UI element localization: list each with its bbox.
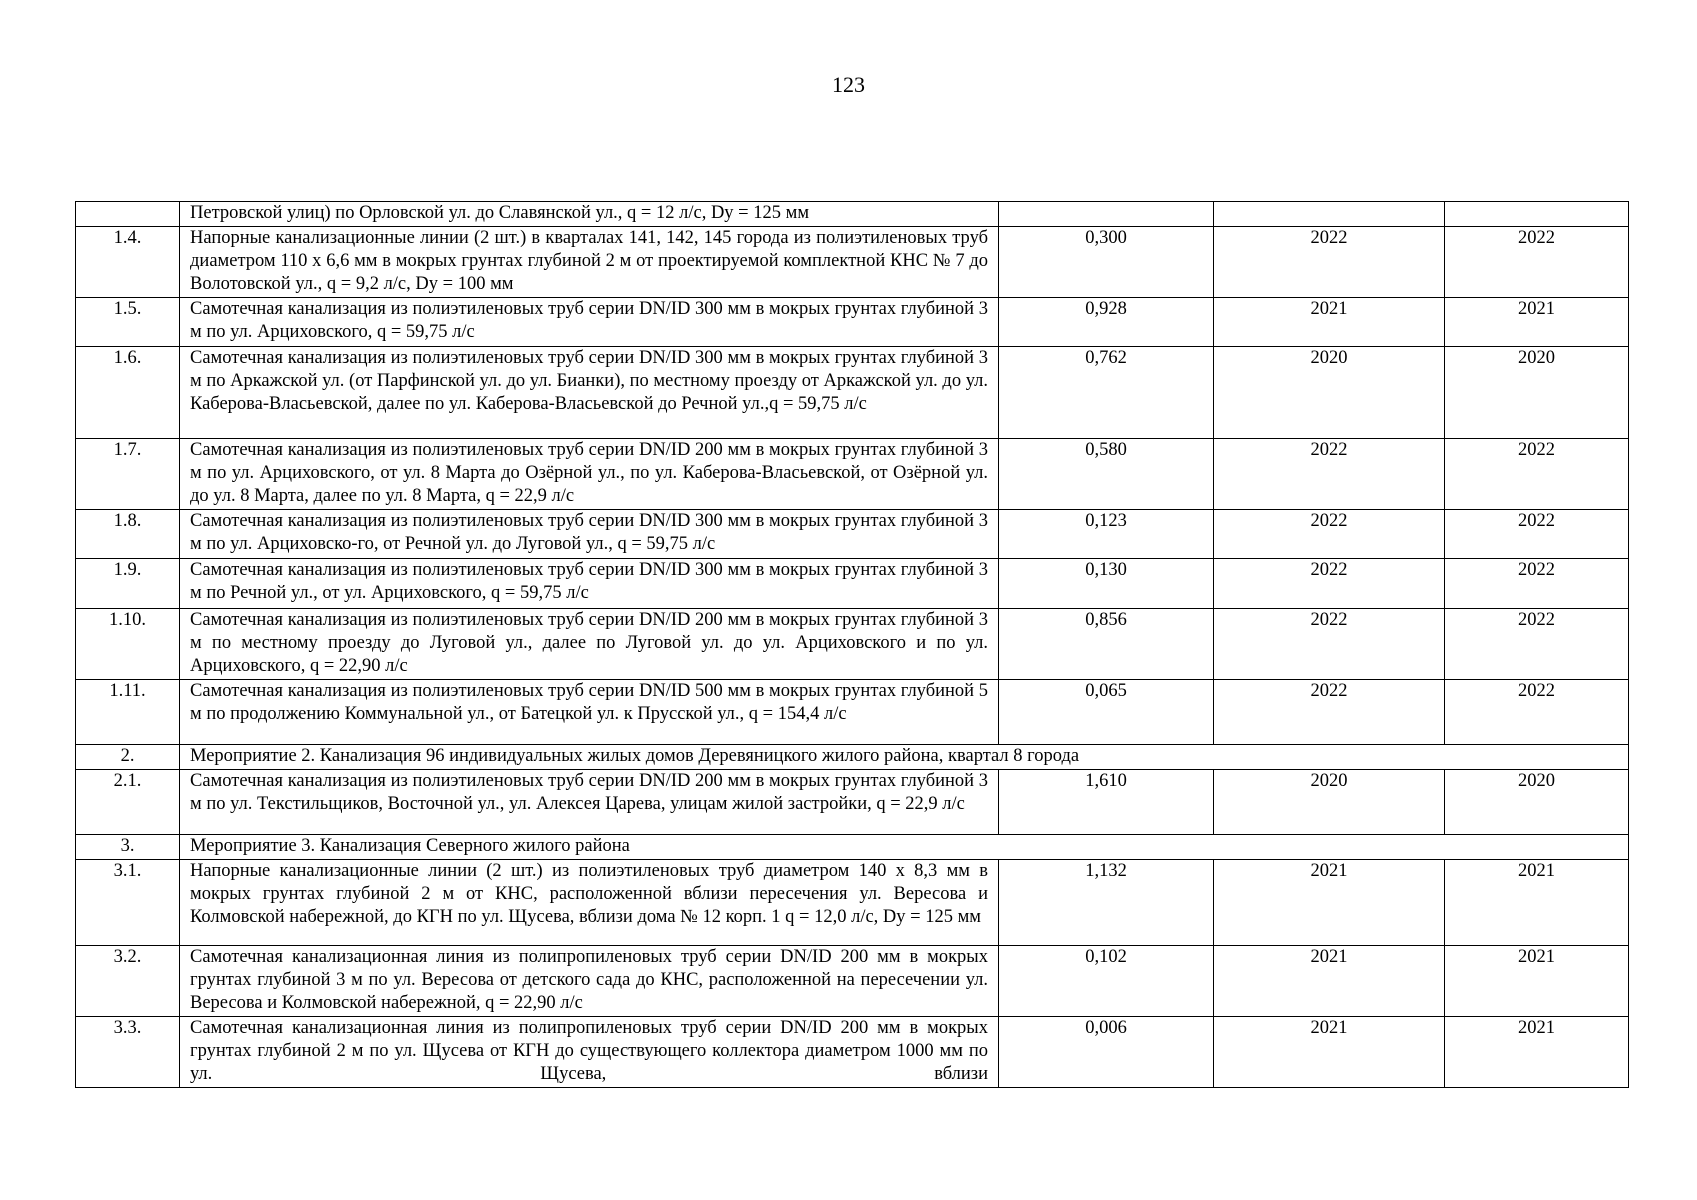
row-number [76,202,180,227]
row-number: 2. [76,745,180,770]
end-year: 2021 [1445,298,1629,347]
length-km: 0,102 [999,946,1214,1017]
length-km: 0,928 [999,298,1214,347]
row-number: 3.2. [76,946,180,1017]
table-row [76,770,1629,835]
work-description: Самотечная канализация из полиэтиленовых труб серии DN/ID 300 мм в мокрых грунтах глубиной 3 м по Речной ул., от ул. Арциховского, q = 59,75 л/с [180,559,999,609]
end-year: 2022 [1445,680,1629,745]
work-description: Самотечная канализация из полиэтиленовых труб серии DN/ID 200 мм в мокрых грунтах глубиной 3 м по ул. Текстильщиков, Восточной ул., ул. Алексея Царева, улицам жилой застройки, q = 22,9 л/с [180,770,999,835]
row-number: 3. [76,835,180,860]
section-title: Мероприятие 3. Канализация Северного жилого района [180,835,1629,860]
table-row [76,680,1629,745]
end-year: 2021 [1445,1017,1629,1088]
work-description: Самотечная канализация из полиэтиленовых труб серии DN/ID 200 мм в мокрых грунтах глубиной 3 м по ул. Арциховского, от ул. 8 Марта до Озёрной ул., по ул. Каберова-Власьевской, от Озёрной ул. до ул. 8 Марта, далее по ул. 8 Марта, q = 22,9 л/с [180,439,999,510]
length-km: 0,065 [999,680,1214,745]
start-year: 2022 [1214,227,1445,298]
work-description: Петровской улиц) по Орловской ул. до Славянской ул., q = 12 л/с, Dy = 125 мм [180,202,999,227]
row-number: 3.1. [76,860,180,946]
length-km: 0,580 [999,439,1214,510]
length-km: 0,762 [999,347,1214,439]
length-km: 0,006 [999,1017,1214,1088]
table-row [76,347,1629,439]
start-year: 2022 [1214,439,1445,510]
row-number: 1.7. [76,439,180,510]
work-description: Самотечная канализация из полиэтиленовых труб серии DN/ID 200 мм в мокрых грунтах глубиной 3 м по местному проезду до Луговой ул., далее по Луговой ул. до ул. Арциховского и по ул. Арциховского, q = 22,90 л/с [180,609,999,680]
work-description: Самотечная канализация из полиэтиленовых труб серии DN/ID 300 мм в мокрых грунтах глубиной 3 м по ул. Арциховско-го, от Речной ул. до Луговой ул., q = 59,75 л/с [180,510,999,559]
start-year: 2022 [1214,510,1445,559]
table-row [76,609,1629,680]
length-km: 0,300 [999,227,1214,298]
row-number: 1.10. [76,609,180,680]
row-number: 3.3. [76,1017,180,1088]
section-row [76,745,1629,770]
end-year: 2020 [1445,770,1629,835]
work-description: Самотечная канализационная линия из полипропиленовых труб серии DN/ID 200 мм в мокрых грунтах глубиной 3 м по ул. Вересова от детского сада до КНС, расположенной на пересечении ул. Вересова и Колмовской набережной, q = 22,90 л/с [180,946,999,1017]
length-km: 0,856 [999,609,1214,680]
end-year: 2022 [1445,559,1629,609]
end-year: 2022 [1445,609,1629,680]
row-number: 1.11. [76,680,180,745]
start-year: 2021 [1214,298,1445,347]
table-row [76,860,1629,946]
start-year: 2022 [1214,609,1445,680]
length-km: 1,132 [999,860,1214,946]
page-number: 123 [832,72,865,97]
end-year: 2022 [1445,439,1629,510]
work-description: Самотечная канализация из полиэтиленовых труб серии DN/ID 500 мм в мокрых грунтах глубиной 5 м по продолжению Коммунальной ул., от Батецкой ул. к Прусской ул., q = 154,4 л/с [180,680,999,745]
length-km: 0,123 [999,510,1214,559]
row-number: 2.1. [76,770,180,835]
length-km: 1,610 [999,770,1214,835]
work-description: Самотечная канализация из полиэтиленовых труб серии DN/ID 300 мм в мокрых грунтах глубиной 3 м по Аркажской ул. (от Парфинской ул. до ул. Бианки), по местному проезду от Аркажской ул. до ул. Каберова-Власьевской, далее по ул. Каберова-Власьевской до Речной ул.,q = 59,75 л/с [180,347,999,439]
end-year: 2020 [1445,347,1629,439]
table-row [76,1017,1629,1088]
table-row [76,202,1629,227]
row-number: 1.5. [76,298,180,347]
end-year: 2022 [1445,227,1629,298]
table-body [76,202,1629,1088]
row-number: 1.8. [76,510,180,559]
table-row [76,510,1629,559]
row-number: 1.6. [76,347,180,439]
start-year: 2020 [1214,770,1445,835]
row-number: 1.4. [76,227,180,298]
work-description: Самотечная канализационная линия из полипропиленовых труб серии DN/ID 200 мм в мокрых грунтах глубиной 2 м по ул. Щусева от КГН до существующего коллектора диаметром 1000 мм по ул. Щусева, вблизи [180,1017,999,1088]
work-description: Напорные канализационные линии (2 шт.) из полиэтиленовых труб диаметром 140 х 8,3 мм в мокрых грунтах глубиной 2 м от КНС, расположенной вблизи пересечения ул. Вересова и Колмовской набережной, до КГН по ул. Щусева, вблизи дома № 12 корп. 1 q = 12,0 л/с, Dy = 125 мм [180,860,999,946]
work-description: Самотечная канализация из полиэтиленовых труб серии DN/ID 300 мм в мокрых грунтах глубиной 3 м по ул. Арциховского, q = 59,75 л/с [180,298,999,347]
start-year [1214,202,1445,227]
end-year [1445,202,1629,227]
table-row [76,946,1629,1017]
works-table [75,201,1629,1088]
table-row [76,227,1629,298]
work-description: Напорные канализационные линии (2 шт.) в кварталах 141, 142, 145 города из полиэтиленовых труб диаметром 110 х 6,6 мм в мокрых грунтах глубиной 2 м от проектируемой комплектной КНС № 7 до Волотовской ул., q = 9,2 л/с, Dy = 100 мм [180,227,999,298]
table-row [76,559,1629,609]
end-year: 2021 [1445,860,1629,946]
start-year: 2022 [1214,559,1445,609]
start-year: 2021 [1214,946,1445,1017]
start-year: 2021 [1214,1017,1445,1088]
section-row [76,835,1629,860]
table-row [76,439,1629,510]
start-year: 2020 [1214,347,1445,439]
length-km [999,202,1214,227]
end-year: 2022 [1445,510,1629,559]
length-km: 0,130 [999,559,1214,609]
section-title: Мероприятие 2. Канализация 96 индивидуальных жилых домов Деревяницкого жилого района, квартал 8 города [180,745,1629,770]
end-year: 2021 [1445,946,1629,1017]
start-year: 2021 [1214,860,1445,946]
table-row [76,298,1629,347]
row-number: 1.9. [76,559,180,609]
start-year: 2022 [1214,680,1445,745]
